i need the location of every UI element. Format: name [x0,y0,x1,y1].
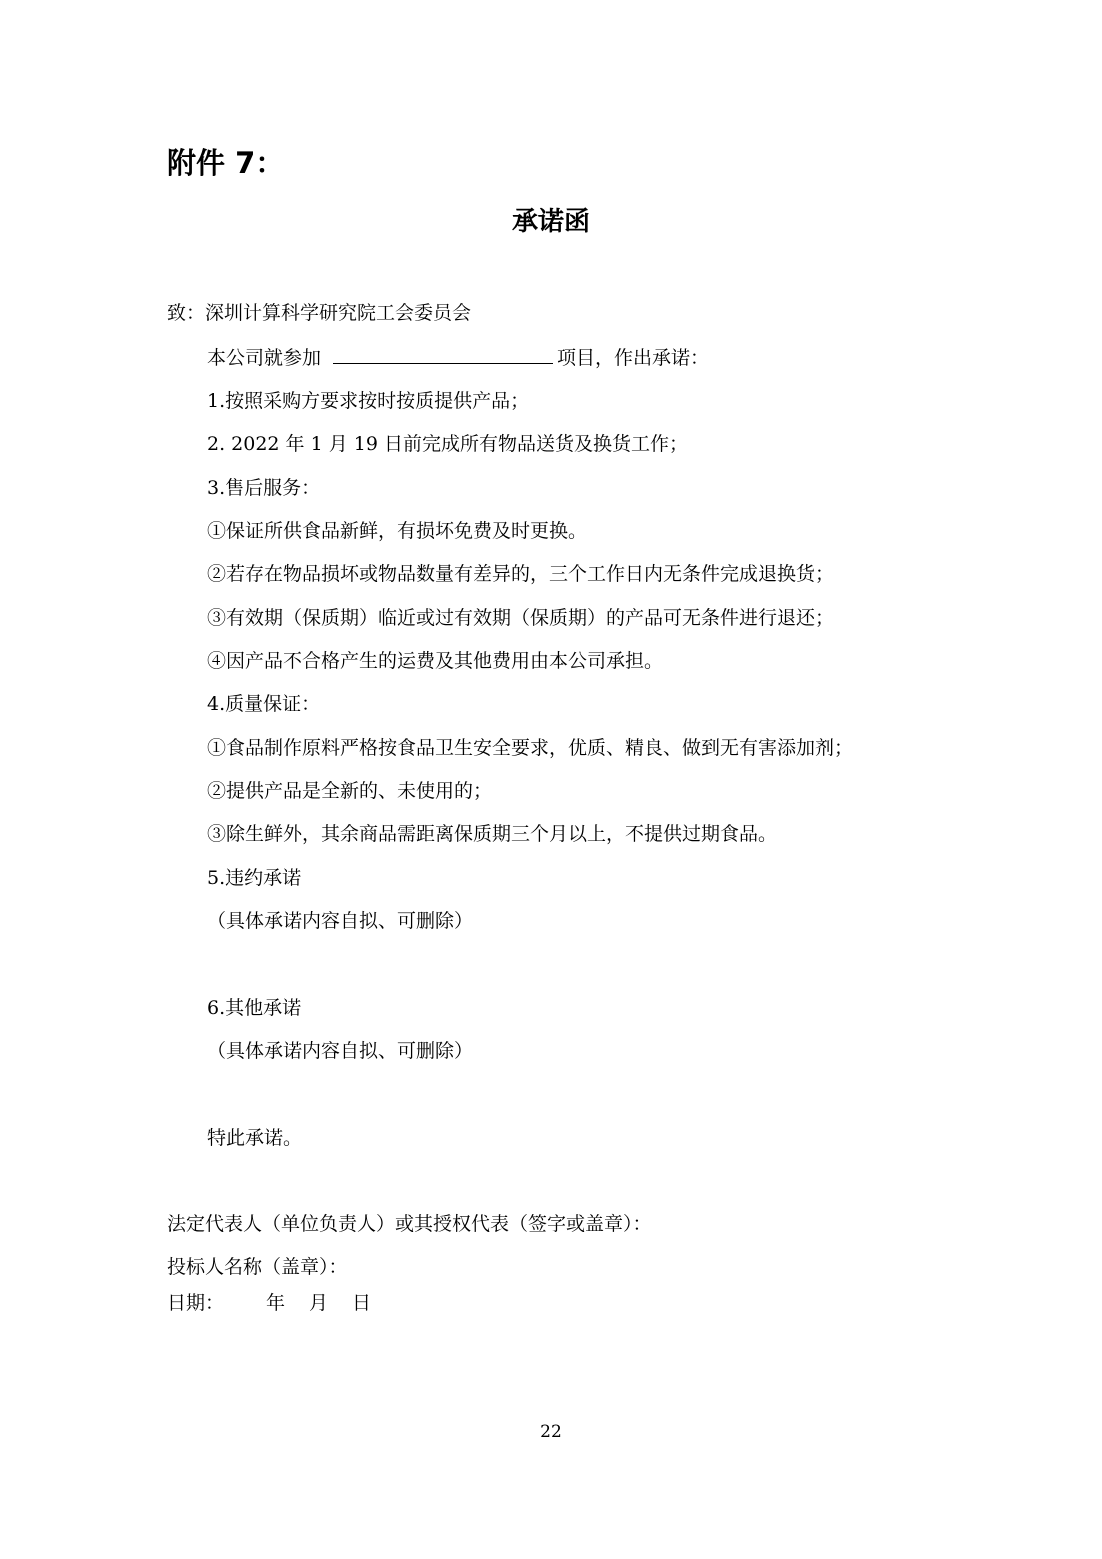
item-1: 1.按照采购方要求按时按质提供产品； [207,390,530,412]
legal-rep-line: 法定代表人（单位负责人）或其授权代表（签字或盖章）： [167,1213,652,1235]
date-year: 年 [266,1292,286,1314]
recipient-line: 致：深圳计算科学研究院工会委员会 [167,302,472,324]
item-5: 5.违约承诺 [207,867,302,889]
page-number: 22 [540,1422,562,1442]
attachment-label: 附件 7： [167,146,285,180]
intro-after: 项目，作出承诺： [557,347,710,369]
item-3-c: ③有效期（保质期）临近或过有效期（保质期）的产品可无条件进行退还； [207,607,835,629]
item-2: 2. 2022 年 1 月 19 日前完成所有物品送货及换货工作； [207,433,688,455]
item-5-note: （具体承诺内容自拟、可删除） [207,910,474,932]
item-6-note: （具体承诺内容自拟、可删除） [207,1040,474,1062]
date-month: 月 [309,1292,329,1314]
item-3-d: ④因产品不合格产生的运费及其他费用由本公司承担。 [207,650,664,672]
item-3: 3.售后服务： [207,477,321,499]
intro-line [207,343,709,372]
date-label: 日期： [167,1292,225,1314]
item-4: 4.质量保证： [207,693,321,715]
date-day: 日 [352,1292,372,1314]
date-line [167,1289,371,1317]
bidder-line: 投标人名称（盖章）： [167,1256,348,1278]
document-title: 承诺函 [511,207,590,237]
intro-before: 本公司就参加 [207,347,322,369]
item-4-a: ①食品制作原料严格按食品卫生安全要求，优质、精良、做到无有害添加剂； [207,737,854,759]
item-3-a: ①保证所供食品新鲜，有损坏免费及时更换。 [207,520,588,542]
item-4-b: ②提供产品是全新的、未使用的； [207,780,493,802]
closing-line: 特此承诺。 [207,1127,303,1149]
project-name-blank[interactable] [333,343,553,364]
item-4-c: ③除生鲜外，其余商品需距离保质期三个月以上，不提供过期食品。 [207,823,778,845]
item-3-b: ②若存在物品损坏或物品数量有差异的，三个工作日内无条件完成退换货； [207,563,835,585]
item-6: 6.其他承诺 [207,997,302,1019]
